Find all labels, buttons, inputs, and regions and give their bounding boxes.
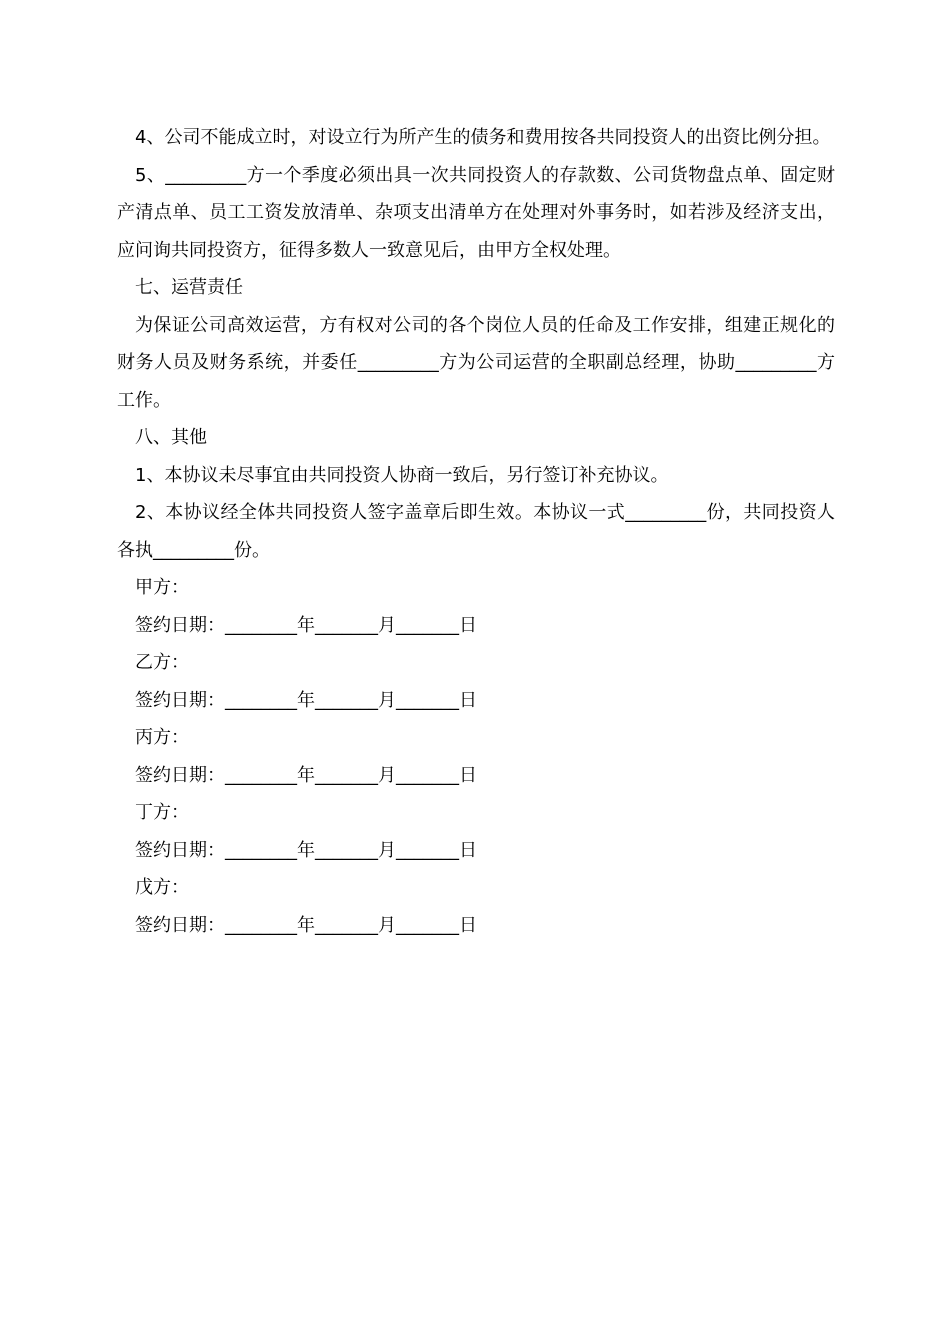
section-7-body: 为保证公司高效运营，方有权对公司的各个岗位人员的任命及工作安排，组建正规化的财务人员及财务系统，并委任_________方为公司运营的全职副总经理，协助_________方工作。 [117, 314, 835, 411]
party-jia-label: 甲方： [135, 577, 189, 598]
party-bing-label: 丙方： [135, 727, 189, 748]
section-8-heading: 八、其他 [135, 427, 207, 448]
section-8-clause-2: 2、本协议经全体共同投资人签字盖章后即生效。本协议一式_________份，共同投资人各执_________份。 [117, 502, 835, 561]
section-7-heading: 七、运营责任 [135, 277, 243, 298]
signature-block [117, 569, 835, 944]
clause-4-cost-allocation: 4、公司不能成立时，对设立行为所产生的债务和费用按各共同投资人的出资比例分担。 [135, 127, 831, 148]
party-yi-label: 乙方： [135, 652, 189, 673]
party-ding-date: 签约日期：________年_______月_______日 [135, 839, 477, 861]
party-bing-date: 签约日期：________年_______月_______日 [135, 764, 477, 786]
section-8-clause-1: 1、本协议未尽事宜由共同投资人协商一致后，另行签订补充协议。 [135, 464, 669, 486]
document-page [117, 119, 835, 944]
party-wu-label: 戊方： [135, 877, 189, 898]
party-yi-date: 签约日期：________年_______月_______日 [135, 689, 477, 711]
party-wu-date: 签约日期：________年_______月_______日 [135, 914, 477, 936]
party-jia-date: 签约日期：________年_______月_______日 [135, 614, 477, 636]
clause-5-quarterly-report: 5、_________方一个季度必须出具一次共同投资人的存款数、公司货物盘点单、固定财产清点单、员工工资发放清单、杂项支出清单方在处理对外事务时，如若涉及经济支出，应问询共同投资方，征得多数人一致意见后，由甲方全权处理。 [117, 164, 835, 261]
party-ding-label: 丁方： [135, 802, 189, 823]
